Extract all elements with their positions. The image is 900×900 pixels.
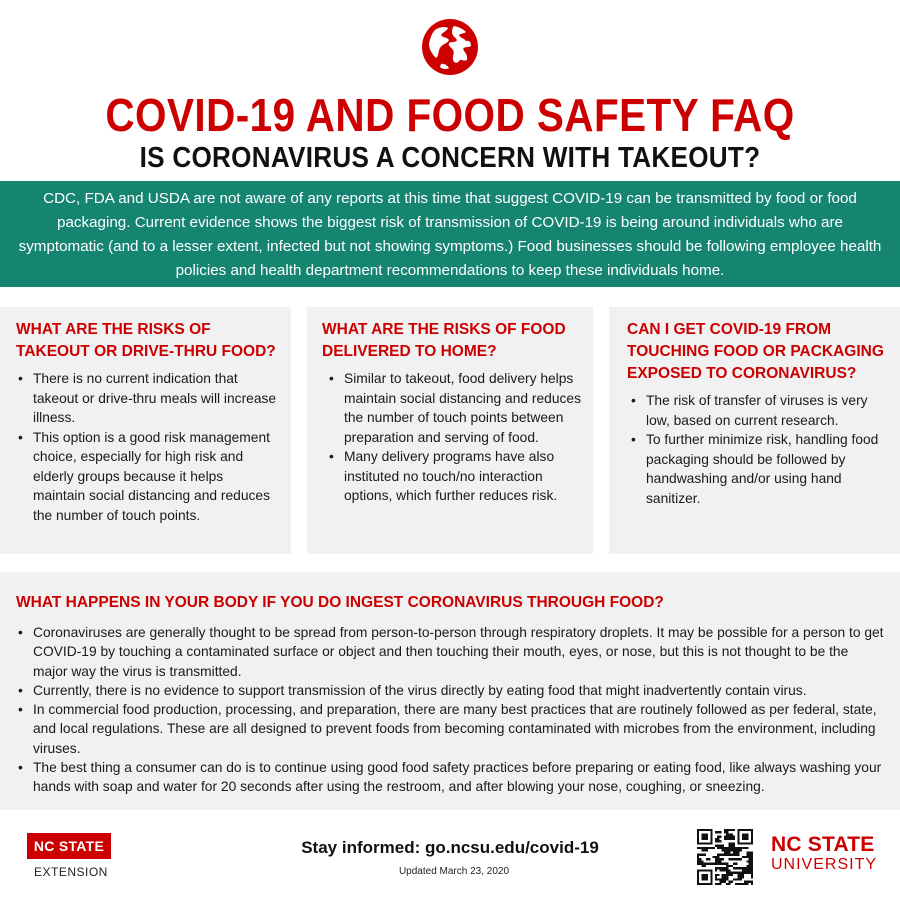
panel-heading: CAN I GET COVID-19 FROM TOUCHING FOOD OR PACKAGING EXPOSED TO CORONAVIRUS? [627, 321, 884, 382]
panel-heading: WHAT HAPPENS IN YOUR BODY IF YOU DO INGEST CORONAVIRUS THROUGH FOOD? [16, 594, 664, 611]
panel-heading: WHAT ARE THE RISKS OF TAKEOUT OR DRIVE-THRU FOOD? [16, 321, 276, 360]
list-item: • This option is a good risk management choice, especially for high risk and elderly groups because it helps maintain social distancing and reduces the number of touch points. [16, 428, 279, 526]
list-item: • The best thing a consumer can do is to continue using good food safety practices before preparing or eating food, like always washing your hands with soap and water for 20 seconds after using the restroom, and after blowing your nose, coughing, or sneezing. [16, 758, 886, 797]
list-item: • In commercial food production, processing, and preparation, there are many best practices that are routinely followed as per federal, state, and local regulations. These are all designed to prevent foods from becoming contaminated with microbes from the environment, including viruses. [16, 700, 886, 758]
page-title: COVID-19 AND FOOD SAFETY FAQ [105, 89, 795, 141]
bullet-list [629, 391, 888, 508]
ncsu-logo-line2: UNIVERSITY [771, 856, 878, 873]
list-item: • Similar to takeout, food delivery helps maintain social distancing and reduces the number of touch points between preparation and serving of food. [327, 369, 581, 447]
list-item: • To further minimize risk, handling food packaging should be followed by handwashing and/or using hand sanitizer. [629, 430, 888, 508]
stay-informed-link[interactable]: Stay informed: go.ncsu.edu/covid-19 [301, 838, 599, 857]
bullet-list [16, 623, 886, 797]
qr-code-icon[interactable] [697, 829, 753, 885]
list-item: • The risk of transfer of viruses is very low, based on current research. [629, 391, 888, 430]
panel-heading: WHAT ARE THE RISKS OF FOOD DELIVERED TO HOME? [322, 321, 566, 360]
faq-panel-ingest [0, 572, 900, 810]
nc-state-university-logo [771, 834, 877, 874]
bullet-list [16, 369, 279, 525]
updated-date: Updated March 23, 2020 [398, 866, 510, 877]
intro-banner [0, 181, 900, 287]
list-item: • Coronaviruses are generally thought to be spread from person-to-person through respiratory droplets. It may be possible for a person to get COVID-19 by touching a contaminated surface or object and then touching their mouth, eyes, or nose, but this is not thought to be the major way the virus is transmitted. [16, 623, 886, 681]
globe-icon [421, 18, 479, 76]
extension-logo-bottom: EXTENSION [34, 865, 108, 879]
page-subtitle: IS CORONAVIRUS A CONCERN WITH TAKEOUT? [139, 142, 761, 174]
faq-panel-delivery [307, 307, 593, 554]
intro-text: CDC, FDA and USDA are not aware of any reports at this time that suggest COVID-19 can be transmitted by food or food packaging. Current evidence shows the biggest risk of transmission of COVID-19 is being around individuals who are symptomatic (and to a lesser extent, infected but not showing symptoms.) Food businesses should be following employee health policies and health department recommendations to keep these individuals home. [18, 190, 882, 279]
faq-panel-packaging [609, 307, 900, 554]
bullet-list [327, 369, 581, 506]
ncsu-logo-line1: NC STATE [771, 833, 875, 856]
list-item: • Many delivery programs have also instituted no touch/no interaction options, which further reduces risk. [327, 447, 581, 506]
faq-panel-takeout [0, 307, 291, 554]
extension-logo-top: NC STATE [27, 833, 111, 859]
list-item: • Currently, there is no evidence to support transmission of the virus directly by eating food that might inadvertently contain virus. [16, 681, 886, 700]
list-item: • There is no current indication that takeout or drive-thru meals will increase illness. [16, 369, 279, 428]
